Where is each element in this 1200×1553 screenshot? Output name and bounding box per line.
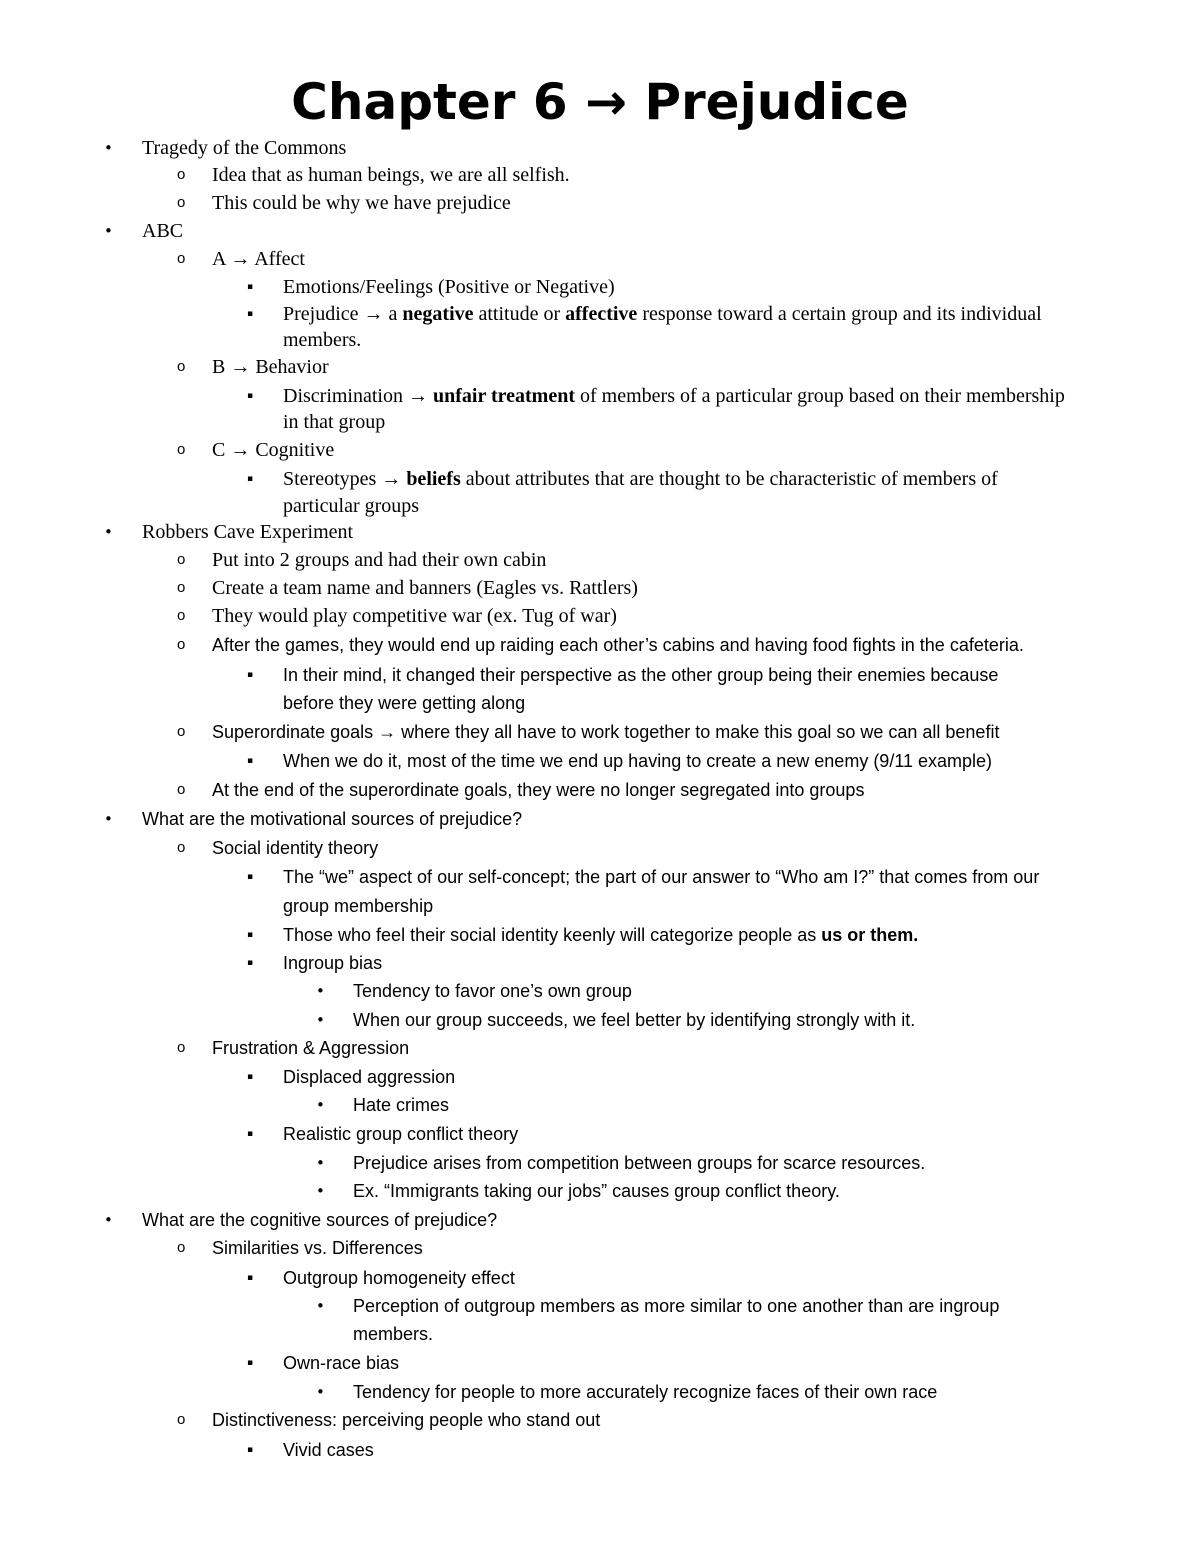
outline-item	[353, 1092, 449, 1118]
outline-item	[283, 274, 615, 300]
item-text: When our group succeeds, we feel better by identifying strongly with it.	[353, 1010, 916, 1030]
item-text: The “we” aspect of our self-concept; the part of our answer to “Who am I?” that comes from our	[283, 867, 1040, 887]
bullet-disc-icon: •	[316, 1383, 325, 1401]
item-text: ABC	[142, 220, 184, 242]
outline-item	[353, 978, 632, 1004]
bullet-square-icon: ▪	[247, 872, 254, 882]
item-text: Robbers Cave Experiment	[142, 521, 354, 543]
outline-item	[283, 690, 525, 716]
outline-item	[283, 893, 433, 919]
outline-item	[283, 662, 998, 688]
item-text: This could be why we have prejudice	[212, 192, 511, 214]
outline-item	[353, 1178, 840, 1204]
bullet-circle-icon: o	[177, 250, 186, 267]
item-text: Create a team name and banners (Eagles vs. Rattlers)	[212, 577, 638, 599]
item-text: about attributes that are thought to be characteristic of members of	[460, 468, 998, 490]
bullet-disc-icon: •	[104, 810, 113, 828]
outline-item	[212, 777, 864, 803]
bullet-square-icon: ▪	[247, 930, 254, 940]
item-text: Prejudice → a	[283, 303, 403, 325]
item-text: C → Cognitive	[212, 439, 335, 461]
bullet-disc-icon: •	[104, 523, 113, 541]
outline-item	[212, 246, 305, 272]
item-text: Idea that as human beings, we are all selfish.	[212, 164, 570, 186]
item-text: before they were getting along	[283, 693, 526, 713]
item-text: response toward a certain group and its individual	[637, 303, 1042, 325]
outline-item	[212, 437, 334, 463]
outline-item	[212, 547, 546, 573]
outline-item	[283, 301, 1042, 327]
item-text: In their mind, it changed their perspective as the other group being their enemies because	[283, 665, 999, 685]
bullet-circle-icon: o	[177, 166, 186, 183]
item-text: attitude or	[473, 303, 566, 325]
item-text: Frustration & Aggression	[212, 1038, 410, 1058]
bold-text: beliefs	[406, 468, 461, 490]
bullet-circle-icon: o	[177, 636, 186, 653]
bullet-circle-icon: o	[177, 1039, 186, 1056]
item-text: Tendency for people to more accurately recognize faces of their own race	[353, 1382, 938, 1402]
bullet-disc-icon: •	[316, 1096, 325, 1114]
outline-item	[353, 1379, 937, 1405]
outline-item	[142, 135, 346, 161]
item-text: They would play competitive war (ex. Tug of war)	[212, 605, 617, 627]
outline-item	[283, 409, 385, 435]
outline-item	[283, 1350, 399, 1376]
bullet-circle-icon: o	[177, 1239, 186, 1256]
outline-item	[212, 603, 617, 629]
outline-item	[212, 1235, 423, 1261]
item-text: Displaced aggression	[283, 1067, 456, 1087]
bullet-square-icon: ▪	[247, 958, 254, 968]
outline-item	[283, 922, 918, 948]
outline-item	[212, 835, 378, 861]
item-text: After the games, they would end up raiding each other’s cabins and having food fights in the cafeteria.	[212, 635, 1024, 655]
item-text: When we do it, most of the time we end up having to create a new enemy (9/11 example)	[283, 751, 993, 771]
bullet-disc-icon: •	[316, 1297, 325, 1315]
outline-item	[212, 632, 1024, 658]
item-text: in that group	[283, 411, 386, 433]
item-text: Realistic group conflict theory	[283, 1124, 519, 1144]
bullet-square-icon: ▪	[247, 1445, 254, 1455]
item-text: of members of a particular group based on their membership	[575, 385, 1065, 407]
item-text: What are the motivational sources of prejudice?	[142, 809, 523, 829]
outline-item	[212, 1035, 409, 1061]
bullet-disc-icon: •	[316, 1154, 325, 1172]
item-text: Stereotypes →	[283, 468, 407, 490]
bullet-circle-icon: o	[177, 441, 186, 458]
item-text: members.	[353, 1324, 434, 1344]
outline-item	[353, 1007, 915, 1033]
bullet-circle-icon: o	[177, 551, 186, 568]
outline-item	[353, 1321, 433, 1347]
outline-item	[212, 575, 638, 601]
item-text: Perception of outgroup members as more similar to one another than are ingroup	[353, 1296, 1000, 1316]
bullet-square-icon: ▪	[247, 756, 254, 766]
outline-item	[283, 466, 998, 492]
bullet-disc-icon: •	[104, 1211, 113, 1229]
bullet-circle-icon: o	[177, 607, 186, 624]
item-text: particular groups	[283, 495, 420, 517]
outline-item	[212, 162, 570, 188]
page-title: Chapter 6 → Prejudice	[291, 73, 909, 131]
item-text: At the end of the superordinate goals, they were no longer segregated into groups	[212, 780, 865, 800]
item-text: Own-race bias	[283, 1353, 400, 1373]
outline-item	[283, 748, 992, 774]
outline-item	[212, 354, 329, 380]
bullet-circle-icon: o	[177, 723, 186, 740]
item-text: Ex. “Immigrants taking our jobs” causes group conflict theory.	[353, 1181, 840, 1201]
outline-item	[142, 806, 522, 832]
outline-item	[353, 1293, 999, 1319]
outline-item	[142, 519, 353, 545]
outline-item	[283, 327, 361, 353]
outline-item	[283, 1064, 455, 1090]
item-text: Ingroup bias	[283, 953, 383, 973]
bullet-square-icon: ▪	[247, 391, 254, 401]
item-text: Put into 2 groups and had their own cabin	[212, 549, 547, 571]
item-text: Vivid cases	[283, 1440, 374, 1460]
item-text: Hate crimes	[353, 1095, 450, 1115]
item-text: Tragedy of the Commons	[142, 137, 347, 159]
item-text: B → Behavior	[212, 356, 329, 378]
bold-text: us or them.	[821, 925, 919, 945]
outline-item	[353, 1150, 925, 1176]
bullet-disc-icon: •	[316, 1011, 325, 1029]
bullet-square-icon: ▪	[247, 309, 254, 319]
bullet-circle-icon: o	[177, 194, 186, 211]
outline-item	[142, 1207, 497, 1233]
outline-item	[212, 1407, 600, 1433]
item-text: Those who feel their social identity keenly will categorize people as	[283, 925, 822, 945]
outline-item	[283, 1121, 518, 1147]
bullet-square-icon: ▪	[247, 282, 254, 292]
outline-item	[283, 493, 419, 519]
item-text: Superordinate goals → where they all have to work together to make this goal so we can all benefit	[212, 722, 1000, 742]
item-text: members.	[283, 329, 362, 351]
bullet-disc-icon: •	[316, 982, 325, 1000]
bullet-square-icon: ▪	[247, 474, 254, 484]
bullet-circle-icon: o	[177, 579, 186, 596]
outline-item	[142, 218, 183, 244]
bullet-circle-icon: o	[177, 839, 186, 856]
outline-item	[283, 950, 382, 976]
bold-text: negative	[402, 303, 474, 325]
item-text: Emotions/Feelings (Positive or Negative)	[283, 276, 615, 298]
bullet-square-icon: ▪	[247, 1273, 254, 1283]
bold-text: unfair treatment	[432, 385, 575, 407]
bullet-square-icon: ▪	[247, 1129, 254, 1139]
item-text: Prejudice arises from competition between groups for scarce resources.	[353, 1153, 926, 1173]
item-text: What are the cognitive sources of prejudice?	[142, 1210, 498, 1230]
item-text: Outgroup homogeneity effect	[283, 1268, 515, 1288]
outline-item	[212, 190, 511, 216]
item-text: Tendency to favor one’s own group	[353, 981, 632, 1001]
outline-item	[283, 1265, 515, 1291]
item-text: Social identity theory	[212, 838, 379, 858]
bullet-disc-icon: •	[104, 222, 113, 240]
item-text: group membership	[283, 896, 434, 916]
bullet-circle-icon: o	[177, 1411, 186, 1428]
bullet-circle-icon: o	[177, 358, 186, 375]
item-text: Discrimination →	[283, 385, 433, 407]
item-text: Distinctiveness: perceiving people who stand out	[212, 1410, 601, 1430]
bullet-disc-icon: •	[316, 1182, 325, 1200]
bullet-square-icon: ▪	[247, 670, 254, 680]
item-text: A → Affect	[212, 248, 305, 270]
bullet-square-icon: ▪	[247, 1072, 254, 1082]
bold-text: affective	[565, 303, 638, 325]
outline-item	[283, 864, 1039, 890]
outline-item	[212, 719, 999, 745]
outline-item	[283, 1437, 374, 1463]
item-text: Similarities vs. Differences	[212, 1238, 423, 1258]
bullet-circle-icon: o	[177, 781, 186, 798]
bullet-square-icon: ▪	[247, 1358, 254, 1368]
bullet-disc-icon: •	[104, 139, 113, 157]
outline-item	[283, 383, 1065, 409]
